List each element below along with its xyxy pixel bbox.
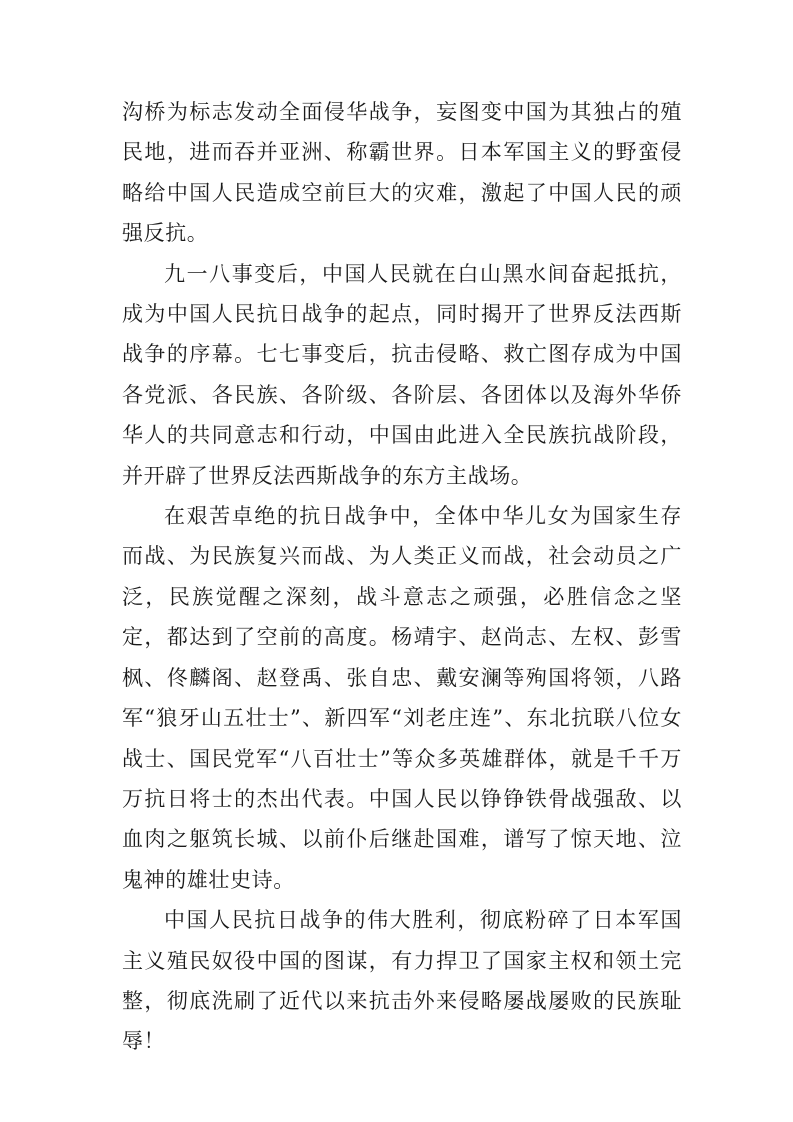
paragraph-war-of-resistance: 在艰苦卓绝的抗日战争中，全体中华儿女为国家生存而战、为民族复兴而战、为人类正义而战，社会动员之广泛，民族觉醒之深刻，战斗意志之顽强，必胜信念之坚定，都达到了空前的高度。杨靖宇、赵尚志、左权、彭雪枫、佟麟阁、赵登禹、张自忠、戴安澜等殉国将领，八路军“狼牙山五壮士”、新四军“刘老庄连”、东北抗联八位女战士、国民党军“八百壮士”等众多英雄群体，就是千千万万抗日将士的杰出代表。中国人民以铮铮铁骨战强敌、以血肉之躯筑长城、以前仆后继赴国难，谱写了惊天地、泣鬼神的雄壮史诗。	[122, 504, 682, 892]
document-body	[122, 92, 682, 1062]
paragraph-continuation: 沟桥为标志发动全面侵华战争，妄图变中国为其独占的殖民地，进而吞并亚洲、称霸世界。日本军国主义的野蛮侵略给中国人民造成空前巨大的灾难，激起了中国人民的顽强反抗。	[122, 100, 682, 246]
paragraph-victory: 中国人民抗日战争的伟大胜利，彻底粉碎了日本军国主义殖民奴役中国的图谋，有力捍卫了国家主权和领土完整，彻底洗刷了近代以来抗击外来侵略屡战屡败的民族耻辱！	[122, 908, 682, 1054]
paragraph-918-incident: 九一八事变后，中国人民就在白山黑水间奋起抵抗，成为中国人民抗日战争的起点，同时揭开了世界反法西斯战争的序幕。七七事变后，抗击侵略、救亡图存成为中国各党派、各民族、各阶级、各阶层、各团体以及海外华侨华人的共同意志和行动，中国由此进入全民族抗战阶段，并开辟了世界反法西斯战争的东方主战场。	[122, 261, 682, 488]
